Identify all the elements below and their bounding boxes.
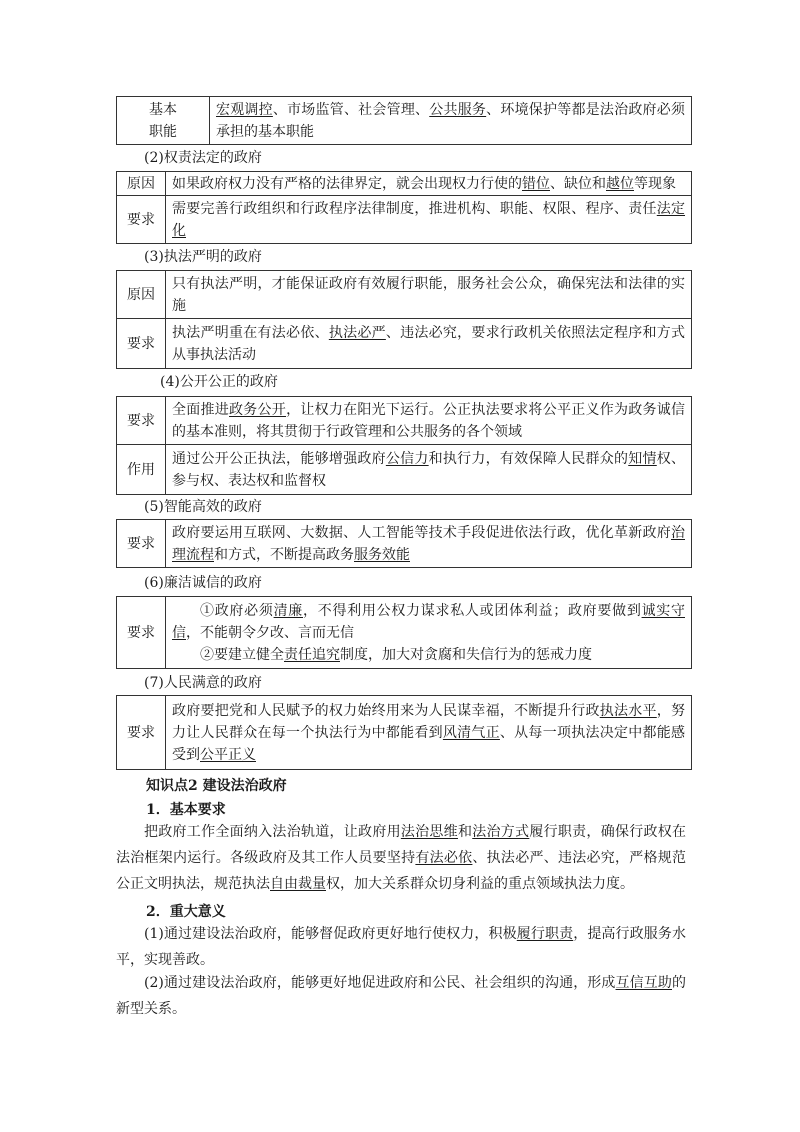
underlined-term: 公共服务 bbox=[429, 101, 487, 118]
underlined-term: 服务效能 bbox=[354, 546, 410, 563]
row-text bbox=[166, 319, 692, 369]
row-label: 要求 bbox=[117, 520, 166, 568]
text-run: 需要完善行政组织和行政程序法律制度，推进机构、职能、权限、程序、责任 bbox=[172, 200, 657, 217]
row-text bbox=[166, 520, 692, 568]
underlined-term: 法治方式 bbox=[472, 824, 530, 840]
list-item bbox=[172, 644, 685, 666]
table-row bbox=[117, 319, 692, 369]
text-run: ，不得利用公权力谋求私人或团体利益；政府要做到 bbox=[303, 602, 642, 619]
text-run: 把政府工作全面纳入法治轨道，让政府用 bbox=[144, 824, 401, 840]
text-run: ②要建立健全 bbox=[200, 646, 284, 663]
table-row bbox=[117, 97, 692, 145]
section-heading: (7)人民满意的政府 bbox=[144, 675, 262, 691]
text-run: 和 bbox=[457, 824, 473, 840]
underlined-term: 自由裁量 bbox=[270, 876, 326, 892]
underlined-term: 公信力 bbox=[385, 450, 429, 467]
text-run: 只有执法严明，才能保证政府有效履行职能，服务社会公众，确保宪法和法律的实施 bbox=[172, 275, 685, 314]
row-label-line: 职能 bbox=[149, 123, 177, 140]
knowledge-title: 知识点2 建设法治政府 bbox=[146, 778, 287, 794]
row-text bbox=[166, 597, 692, 669]
row-text bbox=[166, 445, 692, 495]
text-run: ，提高行政服务水平，实现善政。 bbox=[116, 926, 686, 968]
text-run: 等现象 bbox=[634, 175, 676, 192]
underlined-term: 治理流程 bbox=[172, 524, 685, 563]
row-label: 要求 bbox=[117, 196, 166, 244]
section-table bbox=[116, 596, 692, 669]
paragraph bbox=[116, 970, 686, 1022]
list-item bbox=[172, 600, 685, 644]
underlined-term: 公平正义 bbox=[200, 746, 256, 763]
underlined-term: 越位 bbox=[606, 175, 634, 192]
section-table bbox=[116, 519, 692, 568]
row-text bbox=[166, 196, 692, 244]
text-run: 政府要把党和人民赋予的权力始终用来为人民谋幸福，不断提升行政 bbox=[172, 702, 600, 719]
section-table bbox=[116, 171, 692, 244]
paragraph bbox=[116, 921, 686, 973]
row-label: 要求 bbox=[117, 319, 166, 369]
section-heading: (5)智能高效的政府 bbox=[144, 499, 262, 515]
text-run: ①政府必须 bbox=[200, 602, 274, 619]
section-heading: (3)执法严明的政府 bbox=[144, 249, 262, 265]
table-row bbox=[117, 597, 692, 669]
row-text bbox=[166, 271, 692, 319]
row-text bbox=[166, 696, 692, 770]
text-run: 、违法必究，要求行政机关依照法定程序和方式从事执法活动 bbox=[172, 324, 686, 363]
text-run: 全面推进 bbox=[172, 401, 230, 418]
text-run: 权、参与权、表达权和监督权 bbox=[172, 450, 686, 489]
text-run: 、缺位和 bbox=[550, 175, 606, 192]
subheading: 1．基本要求 bbox=[146, 802, 226, 818]
underlined-term: 执法水平 bbox=[599, 702, 657, 719]
underlined-term: 政务公开 bbox=[229, 401, 287, 418]
underlined-term: 履行职责 bbox=[516, 926, 574, 942]
table-row bbox=[117, 520, 692, 568]
text-run: (1)通过建设法治政府，能够督促政府更好地行使权力，积极 bbox=[144, 926, 517, 942]
text-run: 政府要运用互联网、大数据、人工智能等技术手段促进依法行政，优化革新政府 bbox=[172, 524, 671, 541]
paragraph bbox=[116, 819, 686, 897]
text-run: 、环境保护等都是法治政府必须承担的基本职能 bbox=[216, 101, 685, 140]
text-run: 制度，加大对贪腐和失信行为的惩戒力度 bbox=[340, 646, 592, 663]
underlined-term: 责任追究 bbox=[284, 646, 340, 663]
section-table bbox=[116, 396, 692, 495]
text-run: ，不能朝令夕改、言而无信 bbox=[186, 624, 354, 641]
text-run: 、市场监管、社会管理、 bbox=[272, 101, 430, 118]
text-run: (2)通过建设法治政府，能够更好地促进政府和公民、社会组织的沟通，形成 bbox=[144, 975, 616, 991]
row-text bbox=[210, 97, 692, 145]
text-run: ，努力让人民群众在每一个执法行为中都能看到 bbox=[172, 702, 686, 741]
table-row bbox=[117, 397, 692, 445]
text-run: 的新型关系。 bbox=[116, 975, 686, 1017]
section-table bbox=[116, 270, 692, 369]
table-row bbox=[117, 271, 692, 319]
text-run: 执法严明重在有法必依、 bbox=[172, 324, 329, 341]
row-text bbox=[166, 397, 692, 445]
row-label: 作用 bbox=[117, 445, 166, 495]
text-run: 权，加大关系群众切身利益的重点领域执法力度。 bbox=[326, 876, 634, 892]
row-label: 原因 bbox=[117, 271, 166, 319]
underlined-term: 宏观调控 bbox=[216, 101, 273, 118]
text-run: 和方式，不断提高政务 bbox=[214, 546, 354, 563]
text-run: 通过公开公正执法，能够增强政府 bbox=[172, 450, 386, 467]
subheading: 2．重大意义 bbox=[146, 904, 226, 920]
table-row bbox=[117, 696, 692, 770]
underlined-term: 法定化 bbox=[172, 200, 686, 239]
underlined-term: 诚实守信 bbox=[172, 602, 685, 641]
underlined-term: 错位 bbox=[522, 175, 550, 192]
underlined-term: 法治思维 bbox=[400, 824, 458, 840]
text-run: 、从每一项执法决定中都能感受到 bbox=[172, 724, 686, 763]
section-heading: (4)公开公正的政府 bbox=[160, 374, 278, 390]
row-label-line: 基本 bbox=[149, 101, 177, 118]
row-label: 要求 bbox=[117, 696, 166, 770]
underlined-term: 风清气正 bbox=[442, 724, 500, 741]
text-run: ，让权力在阳光下运行。公正执法要求将公平正义作为政务诚信的基本准则，将其贯彻于行政管理和公共服务的各个领域 bbox=[172, 401, 686, 440]
text-run: 履行职责，确保行政权在法治框架内运行。各级政府及其工作人员要坚持 bbox=[116, 824, 687, 866]
row-label: 原因 bbox=[117, 172, 166, 196]
functions-table bbox=[116, 96, 692, 145]
underlined-term: 知情 bbox=[628, 450, 657, 467]
underlined-term: 执法必严 bbox=[328, 324, 386, 341]
underlined-term: 互信互助 bbox=[615, 975, 672, 991]
row-label: 要求 bbox=[117, 597, 166, 669]
underlined-term: 清廉 bbox=[273, 602, 304, 619]
text-run: 和执行力，有效保障人民群众的 bbox=[428, 450, 629, 467]
row-label bbox=[117, 97, 210, 145]
underlined-term: 有法必依 bbox=[415, 850, 473, 866]
row-label: 要求 bbox=[117, 397, 166, 445]
section-table bbox=[116, 695, 692, 770]
table-row bbox=[117, 445, 692, 495]
table-row bbox=[117, 172, 692, 196]
table-row bbox=[117, 196, 692, 244]
section-heading: (6)廉洁诚信的政府 bbox=[144, 575, 262, 591]
text-run: 如果政府权力没有严格的法律界定，就会出现权力行使的 bbox=[172, 175, 522, 192]
row-text bbox=[166, 172, 692, 196]
section-heading: (2)权责法定的政府 bbox=[144, 150, 262, 166]
text-run: 、执法必严、违法必究，严格规范公正文明执法，规范执法 bbox=[116, 850, 687, 892]
